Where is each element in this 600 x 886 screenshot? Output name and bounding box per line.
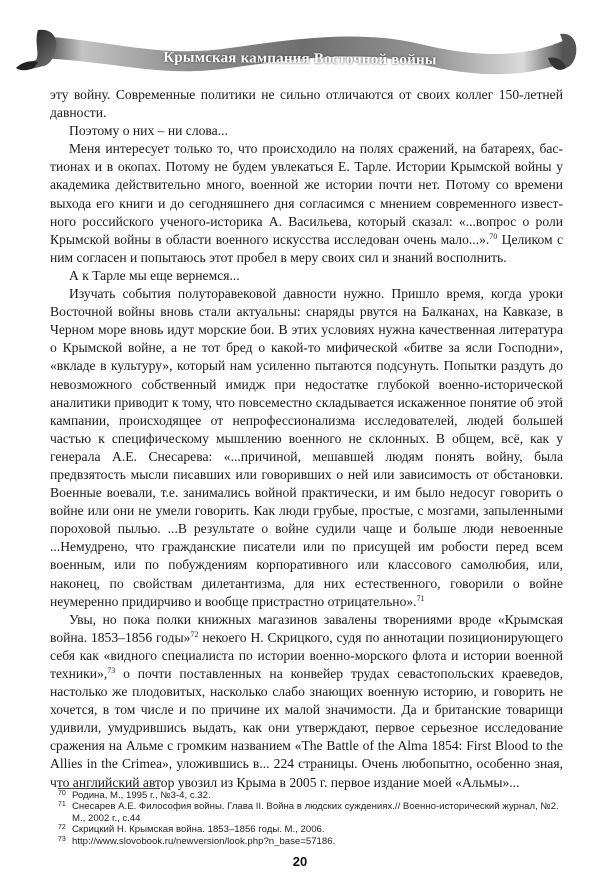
footnote-divider — [58, 788, 160, 789]
footnote-item — [58, 824, 563, 835]
paragraph-text: Увы, но пока полки книжных магазинов завалены творениями вроде «Крымская война. 1853–1856 годы» — [50, 611, 563, 645]
paragraph-text: Целиком с ним согласен и попытаюсь этот пробел в меру своих сил и знаний восполнить. — [50, 231, 564, 265]
paragraph-text: некоего Н. Скрицкого, судя по аннотации позиционирующего себя как «видного специалиста по истории военно-морского флота и истории военной техники», — [50, 629, 564, 681]
footnote-number: 73 — [58, 835, 66, 843]
page-number: 20 — [292, 854, 308, 869]
paragraph — [50, 267, 563, 285]
chapter-banner — [0, 18, 600, 82]
paragraph-text: А к Тарле мы еще вернемся... — [69, 267, 240, 283]
footnote-item — [58, 801, 563, 824]
footnote-text: Скрицкий Н. Крымская война. 1853–1856 годы. М., 2006. — [72, 824, 325, 836]
footnote-item — [58, 836, 563, 847]
paragraph-text: Меня интересует только то, что происходило на полях сражений, на батареях, бастионах и в окопах. Потому не будем увлекаться Е. Тарле. Истории Крымской войны у академика действительно много, военной же истории почти нет. Потому со времени выхода его книги и до сегодняшнего дня согласимся с мнением современного известного российского ученого-историка А. Васильева, который сказал: «...вопрос о роли Крымской войны в области военного искусства исследован очень мало...». — [50, 141, 563, 247]
paragraph-text: эту войну. Современные политики не сильно отличаются от своих коллег 150-летней давности. — [50, 87, 563, 121]
footnote-reference[interactable]: 71 — [416, 593, 425, 603]
footnote-reference[interactable]: 73 — [107, 666, 116, 675]
paragraph — [50, 140, 563, 267]
footnote-number: 72 — [58, 824, 66, 832]
footnote-text: Снесарев А.Е. Философия войны. Глава II. Война в людских суждениях.// Военно-исторический журнал, №2. М., 2002 г., с.44 — [72, 801, 559, 824]
paragraph-text: Поэтому о них – ни слова... — [69, 123, 228, 139]
footnote-number: 70 — [58, 790, 66, 797]
paragraph — [50, 122, 563, 140]
paragraph — [50, 285, 563, 611]
paragraph — [50, 611, 563, 792]
main-text — [50, 86, 563, 792]
footnotes — [58, 790, 563, 847]
footnote-number: 71 — [58, 801, 66, 809]
paragraph — [50, 86, 563, 122]
footnote-text[interactable]: http://www.slovobook.ru/newversion/look.php?n_base=57186. — [72, 835, 336, 847]
footnote-reference[interactable]: 72 — [190, 629, 199, 639]
paragraph-text: о почти поставленных на конвейер трудах севастопольских краеведов, настолько же плодовитых, насколько слабо знающих военную историю, и говорить не хочется, в том числе и по причине их малой значимости. Да и британские товарищи удивили, умудрившись выдать, как они утверждают, первое серьезное исследование сражения на Альме с громким названием «The Battle of the Alma 1854: First Blood to the Allies in the Crimea», уложившись в... 224 страницы. Очень любопытно, особенно зная, что английский автор увозил из Крыма в 2005 г. первое издание моей «Альмы»... — [50, 666, 563, 790]
footnote-reference[interactable]: 70 — [489, 231, 498, 241]
footnote-item — [58, 790, 563, 801]
chapter-title: Крымская кампания Восточной войны — [163, 49, 437, 69]
paragraph-text: Изучать события полуторавековой давности нужно. Пришло время, когда уроки Восточной войны вновь стали актуальны: снаряды рвутся на Балканах, на Кавказе, в Черном море вновь идут морские бои. В этих условиях нужна качественная литература о Крымской войне, а не тот бред о какой-то мифической «битве за ясли Господни», «вкладе в культуру», который нам усиленно пытаются подсунуть. Попытки раздуть до невозможного собственный имидж при недостатке глубокой военно-исторической аналитики приводит к тому, что повсеместно складывается искаженное понятие об этой кампании, происходящее от непрофессионализма исследователей, людей большей частью к специфическому мышлению военного не склонных. В общем, всё, как у генерала А.Е. Снесарева: «...причиной, мешавшей людям понять войну, была предвзятость мысли писавших или говоривших о ней или зависимость от обстановки. Военные воевали, т.е. занимались войной практически, и им было недосуг говорить о войне или они не умели говорить. Как люди грубые, простые, с мозгами, запыленными пороховой пылью. ...В результате о войне судили чаще и больше люди невоенные ...Немудрено, что гражданские писатели или по присущей им робости перед всем военным, или по побуждениям корпоративного или классового самолюбия, или, наконец, по свойствам дилетантизма, для них естественного, говорили о войне неумеренно придирчиво и вообще пристрастно отрицательно». — [50, 286, 563, 609]
footnote-text: Родина, М., 1995 г., №3-4, с.32. — [72, 790, 211, 801]
